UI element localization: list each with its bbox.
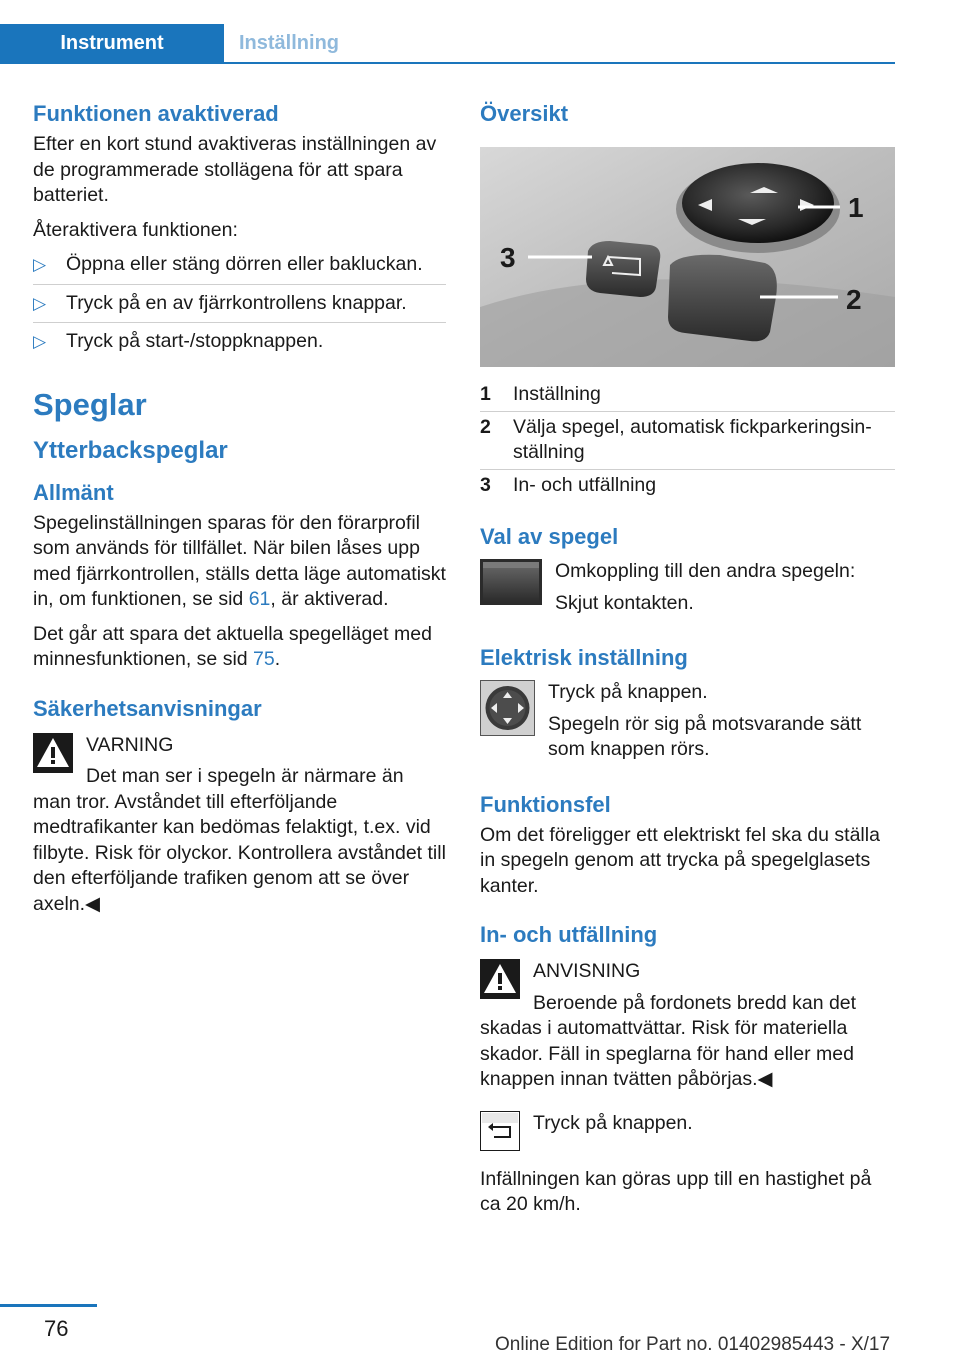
fold-button: [586, 241, 660, 297]
mirror-switch-icon: [480, 559, 542, 605]
page-link-75[interactable]: 75: [253, 648, 275, 670]
notice-text: Beroende på fordonets bredd kan det skadas i automattvättar. Risk för materiella skador. Fäll in speglarna för hand eller med knappen innan tvätten påbörjas.◀: [480, 991, 857, 1090]
figure-legend: [480, 379, 895, 501]
list-item: ▷ Tryck på en av fjärrkontrollens knappar.: [33, 291, 446, 324]
warning-title: VARNING: [86, 733, 174, 756]
warning-triangle-icon: [33, 733, 73, 773]
legend-row: 1 Inställning: [480, 379, 895, 412]
footer-accent-line: [0, 1304, 97, 1307]
list-item: ▷ Tryck på start-/stoppknappen.: [33, 329, 446, 361]
mirror-select-text-2: Skjut kontakten.: [555, 591, 694, 614]
adjust-knob-icon: [480, 680, 535, 736]
tab-installning[interactable]: Inställning: [239, 32, 339, 54]
electric-adjust-heading: Elektrisk inställning: [480, 645, 688, 670]
function-paragraph-1: Efter en kort stund avaktiveras inställningen av de programmerade stollägena för att spara batteriet.: [33, 133, 437, 206]
notice-block: [480, 959, 895, 1093]
page-number: 76: [44, 1316, 69, 1341]
electric-adjust-row: [480, 680, 895, 769]
warning-triangle-icon: [480, 959, 520, 999]
function-deactivated-heading: Funktionen avaktiverad: [33, 101, 279, 126]
mirror-select-text-1: Omkoppling till den andra spegeln:: [555, 560, 856, 582]
tab-instrument[interactable]: Instrument: [0, 24, 224, 62]
triangle-bullet-icon: ▷: [33, 255, 47, 274]
fold-button-text: Tryck på knappen.: [533, 1111, 693, 1134]
overview-heading: Översikt: [480, 101, 569, 126]
subsection-title-exterior-mirrors: Ytterbackspeglar: [33, 436, 228, 464]
function-paragraph-2: Återaktivera funktionen:: [33, 218, 238, 241]
malfunction-heading: Funktionsfel: [480, 791, 611, 817]
mirror-select-heading: Val av spegel: [480, 524, 619, 549]
electric-adjust-text-2: Spegeln rör sig på motsvarande sätt som knappen rörs.: [548, 712, 862, 760]
right-column: [480, 100, 895, 1227]
notice-title: ANVISNING: [533, 960, 641, 982]
warning-block: [33, 733, 446, 918]
malfunction-text: Om det föreligger ett elektriskt fel ska du ställa in spegeln genom att trycka på spegelglasets kanter.: [480, 823, 880, 897]
triangle-bullet-icon: ▷: [33, 293, 47, 313]
triangle-bullet-icon: ▷: [33, 332, 47, 351]
general-paragraph-1: Spegelinställningen sparas för den förarprofil som används för tillfället. När bilen låses upp med fjärrkontrollen, ställs detta läge automatiskt in, om funktionen, se sid 61, är aktiverad.: [33, 511, 446, 610]
list-item: ▷ Öppna eller stäng dörren eller bakluckan.: [33, 252, 446, 285]
legend-row: 3 In- och utfällning: [480, 473, 657, 496]
reactivate-list: [33, 252, 446, 361]
safety-heading: Säkerhetsanvisningar: [33, 695, 262, 721]
section-title-mirrors: Speglar: [33, 386, 147, 422]
page-link-61[interactable]: 61: [248, 588, 271, 610]
header-bar: [0, 24, 895, 64]
warning-text: Det man ser i spegeln är närmare än man tror. Avståndet till efterföljande medtrafikanter kan bedömas felaktigt, t.ex. vid filbyte. Risk för olyckor. Kontrollera avståndet till den efterföljande trafiken genom att se över axeln.◀: [33, 765, 446, 915]
left-column: [33, 100, 446, 926]
general-paragraph-2: Det går att spara det aktuella spegelläget med minnesfunktionen, se sid 75.: [33, 622, 432, 670]
fold-button-row: [480, 1111, 895, 1151]
figure-label-1: 1: [848, 192, 864, 223]
general-heading: Allmänt: [33, 479, 114, 505]
figure-label-3: 3: [500, 242, 516, 273]
fold-speed-text: Infällningen kan göras upp till en hastighet på ca 20 km/h.: [480, 1167, 872, 1215]
legend-row: 2 Välja spegel, automatisk fickparkeringsinställning: [480, 412, 895, 470]
fold-heading: In- och utfällning: [480, 922, 658, 947]
mirror-control-figure: [480, 147, 895, 367]
fold-button-icon: [480, 1111, 520, 1151]
mirror-select-row: [480, 559, 895, 622]
figure-label-2: 2: [846, 284, 862, 315]
electric-adjust-text-1: Tryck på knappen.: [548, 681, 708, 703]
edition-text: Online Edition for Part no. 01402985443 - X/17: [495, 1334, 891, 1355]
